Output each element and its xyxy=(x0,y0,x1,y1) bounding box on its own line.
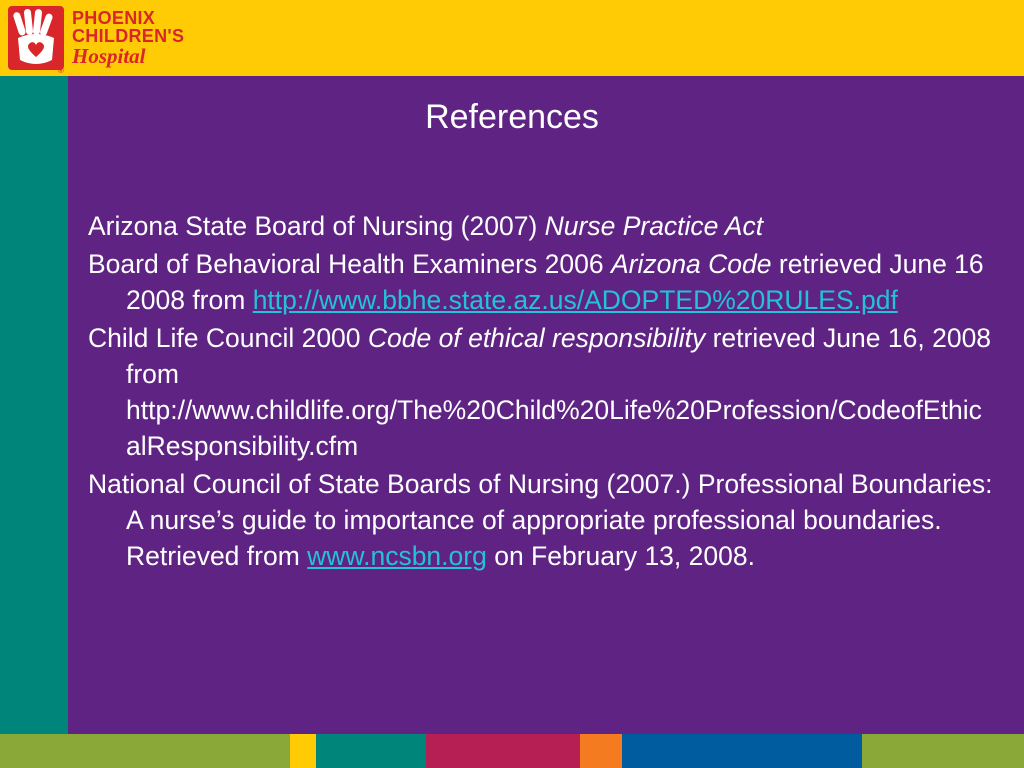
reference-item-1 xyxy=(88,208,993,244)
footer-color-bar xyxy=(0,734,1024,768)
reference-title: Code of ethical responsibility xyxy=(367,323,706,353)
reference-text: National Council of State Boards of Nursing (2007.) Professional Boundaries: A nurse’s guide to importance of appropriate professional boundaries. Retrieved from xyxy=(88,469,993,571)
reference-text: Child Life Council 2000 xyxy=(88,323,368,353)
reference-item-3 xyxy=(88,320,993,464)
reference-item-4 xyxy=(88,466,993,574)
logo-line-hospital: Hospital xyxy=(72,44,146,68)
logo-line-phoenix: PHOENIX xyxy=(72,8,156,28)
footer-seg-blue xyxy=(622,734,862,768)
hospital-logo xyxy=(6,4,191,76)
reference-retrieval: retrieved June 16, 2008 from http://www.childlife.org/The%20Child%20Life%20Profession/CodeofEthicalResponsibility.cfm xyxy=(126,323,992,461)
registered-mark: ® xyxy=(58,66,64,75)
footer-seg-teal xyxy=(316,734,426,768)
bbhe-rules-link[interactable]: http://www.bbhe.state.az.us/ADOPTED%20RULES.pdf xyxy=(252,285,898,315)
reference-text: Board of Behavioral Health Examiners 2006 xyxy=(88,249,611,279)
slide-title: References xyxy=(425,98,599,136)
reference-retrieval: retrieved June 16 2008 from xyxy=(126,249,984,315)
logo-line-childrens: CHILDREN'S xyxy=(72,26,185,46)
reference-title: Nurse Practice Act xyxy=(544,211,764,241)
reference-item-2 xyxy=(88,246,993,318)
references-list xyxy=(88,208,993,576)
left-accent-strip xyxy=(0,76,68,734)
footer-seg-green xyxy=(0,734,290,768)
footer-seg-orange xyxy=(580,734,622,768)
footer-seg-magenta xyxy=(426,734,580,768)
reference-title: Arizona Code xyxy=(610,249,772,279)
ncsbn-link[interactable]: www.ncsbn.org xyxy=(307,541,487,571)
heart-hand-icon xyxy=(6,4,66,74)
reference-retrieval: on February 13, 2008. xyxy=(486,541,755,571)
footer-seg-yellow xyxy=(290,734,316,768)
footer-seg-green-2 xyxy=(862,734,1024,768)
reference-text: Arizona State Board of Nursing (2007) xyxy=(88,211,545,241)
